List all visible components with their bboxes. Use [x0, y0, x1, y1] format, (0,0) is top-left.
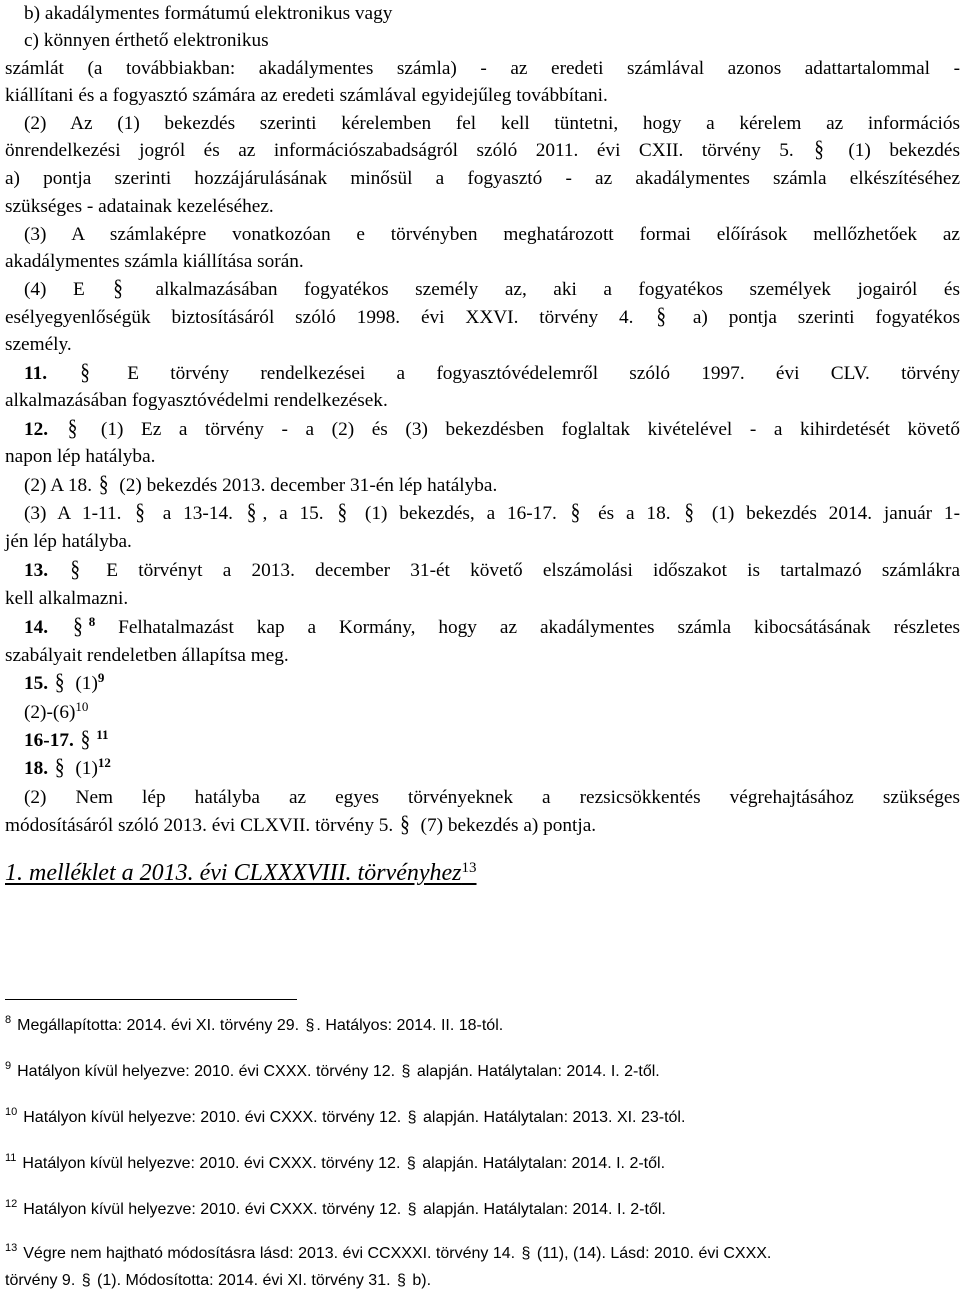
- line-text: (2) Nem lép hatályba az egyes törvényeknek a rezsicsökkentés végrehajtásához szükséges: [24, 787, 960, 808]
- text-line: [24, 670, 104, 698]
- footnote-separator: [5, 999, 297, 1000]
- line-text: (2)-(6): [24, 702, 76, 723]
- text-line: [5, 193, 274, 221]
- section-number: 14.: [24, 617, 72, 638]
- text-line: [24, 416, 960, 444]
- section-sign: §: [80, 360, 90, 386]
- line-text: b) akadálymentes formátumú elektronikus vagy: [24, 3, 393, 24]
- section-number: 11.: [24, 363, 79, 384]
- annex-title-text: 1. melléklet a 2013. évi CLXXXVIII. törvényhez: [5, 860, 462, 886]
- section-sign: §: [814, 137, 824, 163]
- text-line: [24, 360, 960, 388]
- text-line: [24, 221, 960, 249]
- text-line: [5, 443, 155, 471]
- line-text: a) pontja szerinti hozzájárulásának minősül a fogyasztó - az akadálymentes számla elkészítéséhez: [5, 168, 960, 189]
- footnote-ref[interactable]: 11: [96, 726, 109, 742]
- line-text: alkalmazásában fogyasztóvédelmi rendelkezések.: [5, 390, 388, 411]
- footnote-text: Hatályon kívül helyezve: 2010. évi CXXX. törvény 12. § alapján. Hatálytalan: 2014. I. 2-től.: [22, 1155, 665, 1172]
- text-line: [24, 699, 88, 727]
- line-text: c) könnyen érthető elektronikus: [24, 30, 269, 51]
- text-line: [24, 0, 392, 28]
- footnote-number: 12: [5, 1198, 18, 1211]
- line-text: kiállítani és a fogyasztó számára az eredeti számlával egyidejűleg továbbítani.: [5, 85, 608, 106]
- line-text: § E törvényt a 2013. december 31-ét követő elszámolási időszakot is tartalmazó számlákra: [68, 560, 960, 581]
- annex-title[interactable]: [5, 857, 477, 889]
- text-line: [24, 276, 960, 304]
- line-text: (2) A 18. § (2) bekezdés 2013. december 31-én lép hatályba.: [24, 475, 497, 496]
- section-sign: §: [305, 1017, 315, 1034]
- footnote-ref[interactable]: 12: [97, 754, 111, 770]
- line-text: számlát (a továbbiakban: akadálymentes számla) - az eredeti számlával azonos adattartalommal -: [5, 58, 960, 79]
- section-sign: §: [407, 1201, 417, 1218]
- footnote-text: Megállapította: 2014. évi XI. törvény 29. § . Hatályos: 2014. II. 18-tól.: [17, 1017, 503, 1034]
- annex-footnote-ref[interactable]: 13: [461, 859, 477, 876]
- section-sign: §: [54, 755, 65, 781]
- section-sign: §: [337, 500, 348, 526]
- footnote: [5, 1104, 955, 1131]
- section-number: 16-17.: [24, 730, 79, 751]
- footnote-number: 11: [5, 1152, 17, 1165]
- section-sign: §: [406, 1155, 416, 1172]
- footnote: [5, 1012, 955, 1039]
- footnote: [5, 1058, 955, 1085]
- text-line: [24, 614, 960, 642]
- line-text: személy.: [5, 334, 72, 355]
- footnote-text-continued: törvény 9. § (1). Módosította: 2014. évi XI. törvény 31. § b).: [5, 1272, 431, 1289]
- line-text: önrendelkezési jogról és az információszabadságról szóló 2011. évi CXII. törvény 5. § (1) bekezdés: [5, 140, 960, 161]
- text-line: [5, 585, 128, 613]
- section-number: 13.: [24, 560, 69, 581]
- footnote-ref[interactable]: 10: [75, 698, 89, 714]
- footnote-number: 9: [5, 1060, 12, 1073]
- text-line: [24, 784, 960, 812]
- section-number: 15.: [24, 673, 53, 694]
- section-sign: §: [396, 1272, 406, 1289]
- footnote-number: 8: [5, 1014, 12, 1027]
- footnote: [5, 1150, 955, 1177]
- footnote: [5, 1240, 955, 1294]
- text-line: [24, 557, 960, 585]
- section-number: 18.: [24, 758, 53, 779]
- text-line: [5, 248, 304, 276]
- section-sign: §: [98, 472, 109, 498]
- text-line: [24, 500, 960, 528]
- section-sign: §: [70, 557, 80, 583]
- section-sign: §: [570, 500, 581, 526]
- line-text: § (1): [53, 758, 98, 779]
- section-sign: §: [400, 812, 410, 838]
- footnote: [5, 1196, 955, 1223]
- line-text: szabályait rendeletben állapítsa meg.: [5, 645, 289, 666]
- text-line: [24, 727, 109, 755]
- section-sign: §: [73, 614, 83, 640]
- text-line: [5, 137, 960, 165]
- line-text: § $^8$ Felhatalmazást kap a Kormány, hogy az akadálymentes számla kibocsátásának részletes: [71, 617, 960, 638]
- section-sign: §: [54, 670, 65, 696]
- line-text: esélyegyenlőségük biztosításáról szóló 1998. évi XXVI. törvény 4. § a) pontja szerinti fogyatékos: [5, 307, 960, 328]
- section-sign: §: [407, 1109, 417, 1126]
- line-text: napon lép hatályba.: [5, 446, 156, 467]
- line-text: szükséges - adatainak kezeléséhez.: [5, 196, 274, 217]
- line-text: (2) Az (1) bekezdés szerinti kérelemben fel kell tüntetni, hogy a kérelem az információs: [24, 113, 960, 134]
- text-line: [5, 165, 960, 193]
- footnote-text: Hatályon kívül helyezve: 2010. évi CXXX. törvény 12. § alapján. Hatálytalan: 2014. I. 2-től.: [23, 1201, 666, 1218]
- line-text: módosításáról szóló 2013. évi CLXVII. törvény 5. § (7) bekezdés a) pontja.: [5, 815, 596, 836]
- text-line: [5, 528, 132, 556]
- line-text: akadálymentes számla kiállítása során.: [5, 251, 304, 272]
- line-text: (4) E § alkalmazásában fogyatékos személy az, aki a fogyatékos személyek jogairól és: [24, 279, 960, 300]
- line-text: § E törvény rendelkezései a fogyasztóvédelemről szóló 1997. évi CLV. törvény: [78, 363, 960, 384]
- section-sign: §: [80, 727, 91, 753]
- text-line: [24, 27, 269, 55]
- footnote-ref[interactable]: 9: [97, 669, 105, 685]
- line-text: jén lép hatályba.: [5, 531, 132, 552]
- text-line: [24, 755, 111, 783]
- footnote-ref[interactable]: 8: [88, 613, 96, 629]
- text-line: [5, 304, 960, 332]
- section-number: 12.: [24, 419, 66, 440]
- text-line: [5, 642, 289, 670]
- text-line: [5, 812, 596, 840]
- text-line: [5, 387, 388, 415]
- line-text: § (1): [53, 673, 98, 694]
- section-sign: §: [135, 500, 145, 526]
- line-text: (3) A számlaképre vonatkozóan e törvényben meghatározott formai előírások mellőzhetőek az: [24, 224, 960, 245]
- section-sign: §: [113, 276, 123, 302]
- section-sign: §: [656, 304, 667, 330]
- section-sign: §: [521, 1245, 531, 1262]
- line-text: kell alkalmazni.: [5, 588, 129, 609]
- footnote-text: Végre nem hajtható módosításra lásd: 2013. évi CCXXXI. törvény 14. § (11), (14). Lásd: 2010. évi CXXX.: [23, 1245, 771, 1262]
- text-line: [5, 331, 72, 359]
- section-sign: §: [246, 500, 257, 526]
- text-line: [24, 472, 497, 500]
- section-sign: §: [684, 500, 695, 526]
- footnote-number: 13: [5, 1242, 18, 1255]
- text-line: [5, 55, 960, 83]
- section-sign: §: [67, 416, 78, 442]
- line-text: (3) A 1-11. § a 13-14. § , a 15. § (1) bekezdés, a 16-17. § és a 18. § (1) bekezdés 2014. január 1-: [24, 503, 960, 524]
- line-text: § (1) Ez a törvény - a (2) és (3) bekezdésben foglaltak kivételével - a kihirdetését követő: [66, 419, 960, 440]
- section-sign: §: [81, 1272, 91, 1289]
- footnote-text: Hatályon kívül helyezve: 2010. évi CXXX. törvény 12. § alapján. Hatálytalan: 2014. I. 2-től.: [17, 1063, 660, 1080]
- footnote-number: 10: [5, 1106, 18, 1119]
- text-line: [5, 82, 608, 110]
- footnote-text: Hatályon kívül helyezve: 2010. évi CXXX. törvény 12. § alapján. Hatálytalan: 2013. XI. 23-tól.: [23, 1109, 685, 1126]
- section-sign: §: [401, 1063, 411, 1080]
- line-text: [79, 727, 97, 753]
